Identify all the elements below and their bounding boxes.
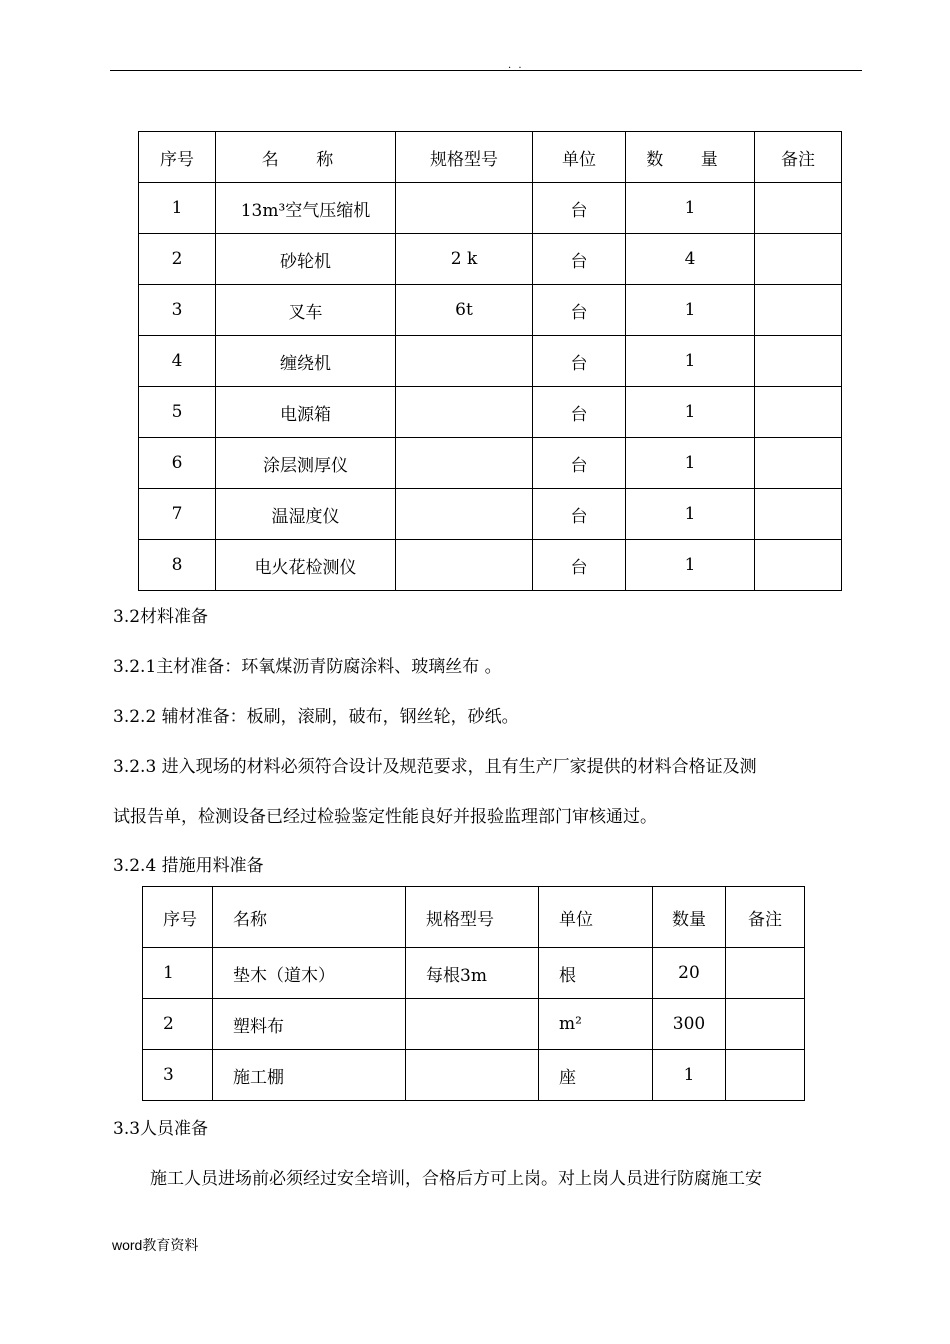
materials-table [142, 886, 805, 1101]
header-cell: 单位 [539, 887, 653, 948]
table-cell [396, 540, 533, 591]
table-cell [755, 336, 842, 387]
table-cell [396, 489, 533, 540]
table-cell: 台 [533, 285, 626, 336]
table-cell: 1 [626, 540, 755, 591]
header-cell: 数量 [653, 887, 726, 948]
table-cell [755, 183, 842, 234]
header-cell: 备注 [726, 887, 805, 948]
table-cell: 电火花检测仪 [216, 540, 396, 591]
table-cell [755, 438, 842, 489]
table-row [139, 285, 842, 336]
table-cell: 1 [626, 285, 755, 336]
table-cell [755, 540, 842, 591]
table-cell: 20 [653, 948, 726, 999]
header-cell: 规格型号 [396, 132, 533, 183]
table-cell: 2 [143, 999, 213, 1050]
header-dots: . . [508, 60, 524, 71]
table-cell: 叉车 [216, 285, 396, 336]
table-cell: 1 [653, 1050, 726, 1101]
table-cell: 1 [626, 336, 755, 387]
table-cell [755, 489, 842, 540]
table-cell [755, 387, 842, 438]
table-cell: 1 [143, 948, 213, 999]
table-cell: 7 [139, 489, 216, 540]
table-row [143, 999, 805, 1050]
table-cell [396, 336, 533, 387]
table-row [139, 387, 842, 438]
table-row [139, 183, 842, 234]
table-cell [726, 948, 805, 999]
table-cell: 台 [533, 489, 626, 540]
table-cell [396, 438, 533, 489]
table-cell: 2 [139, 234, 216, 285]
paragraph-3-3: 施工人员进场前必须经过安全培训，合格后方可上岗。对上岗人员进行防腐施工安 [150, 1169, 762, 1189]
table-cell: 3 [143, 1050, 213, 1101]
table-cell [406, 999, 539, 1050]
table-cell: 6 [139, 438, 216, 489]
table-row [143, 1050, 805, 1101]
table-cell: 台 [533, 540, 626, 591]
table-row [139, 489, 842, 540]
table-cell: 台 [533, 438, 626, 489]
table-row [139, 540, 842, 591]
table-cell [396, 387, 533, 438]
table-cell: 塑料布 [213, 999, 406, 1050]
table-cell: 1 [626, 387, 755, 438]
table-cell: 13m³空气压缩机 [216, 183, 396, 234]
table-cell [755, 234, 842, 285]
table-cell: 3 [139, 285, 216, 336]
table-cell: 5 [139, 387, 216, 438]
paragraph-3-2-1: 3.2.1主材准备：环氧煤沥青防腐涂料、玻璃丝布 。 [113, 657, 502, 677]
header-cell: 名 称 [216, 132, 396, 183]
table-cell [406, 1050, 539, 1101]
table-cell: m² [539, 999, 653, 1050]
header-cell: 备注 [755, 132, 842, 183]
table-cell: 根 [539, 948, 653, 999]
table-cell: 缠绕机 [216, 336, 396, 387]
header-cell: 序号 [139, 132, 216, 183]
paragraph-3-2-3-line1: 3.2.3 进入现场的材料必须符合设计及规范要求，且有生产厂家提供的材料合格证及测 [113, 757, 757, 777]
table-cell: 台 [533, 183, 626, 234]
table-cell: 2 k [396, 234, 533, 285]
table-cell: 300 [653, 999, 726, 1050]
table-cell: 1 [626, 438, 755, 489]
table-cell: 1 [626, 183, 755, 234]
table-cell: 6t [396, 285, 533, 336]
table-row [139, 336, 842, 387]
header-cell: 序号 [143, 887, 213, 948]
table-cell: 8 [139, 540, 216, 591]
table-header-row [139, 132, 842, 183]
paragraph-3-2-3-line2: 试报告单，检测设备已经过检验鉴定性能良好并报验监理部门审核通过。 [113, 807, 657, 827]
table-cell: 台 [533, 336, 626, 387]
table-cell: 4 [139, 336, 216, 387]
table-cell: 涂层测厚仪 [216, 438, 396, 489]
header-cell: 数 量 [626, 132, 755, 183]
table-cell [726, 999, 805, 1050]
table-cell: 温湿度仪 [216, 489, 396, 540]
header-cell: 规格型号 [406, 887, 539, 948]
table-cell: 1 [139, 183, 216, 234]
table-cell: 砂轮机 [216, 234, 396, 285]
section-heading-3-2: 3.2材料准备 [113, 607, 209, 627]
header-cell: 单位 [533, 132, 626, 183]
header-rule [110, 70, 862, 71]
table-cell: 垫木（道木） [213, 948, 406, 999]
footer-text: word教育资料 [112, 1237, 199, 1253]
table-cell: 1 [626, 489, 755, 540]
table-cell: 施工棚 [213, 1050, 406, 1101]
section-heading-3-3: 3.3人员准备 [113, 1119, 209, 1139]
paragraph-3-2-2: 3.2.2 辅材准备：板刷，滚刷，破布，钢丝轮，砂纸。 [113, 707, 519, 727]
table-cell: 台 [533, 387, 626, 438]
table-cell: 4 [626, 234, 755, 285]
table-cell: 座 [539, 1050, 653, 1101]
table-cell: 台 [533, 234, 626, 285]
table-row [143, 948, 805, 999]
table-cell [396, 183, 533, 234]
header-cell: 名称 [213, 887, 406, 948]
equipment-table [138, 131, 842, 591]
table-cell [726, 1050, 805, 1101]
table-cell: 电源箱 [216, 387, 396, 438]
table-cell: 每根3m [406, 948, 539, 999]
table-row [139, 438, 842, 489]
table-row [139, 234, 842, 285]
table-header-row [143, 887, 805, 948]
paragraph-3-2-4: 3.2.4 措施用料准备 [113, 856, 264, 876]
table-cell [755, 285, 842, 336]
